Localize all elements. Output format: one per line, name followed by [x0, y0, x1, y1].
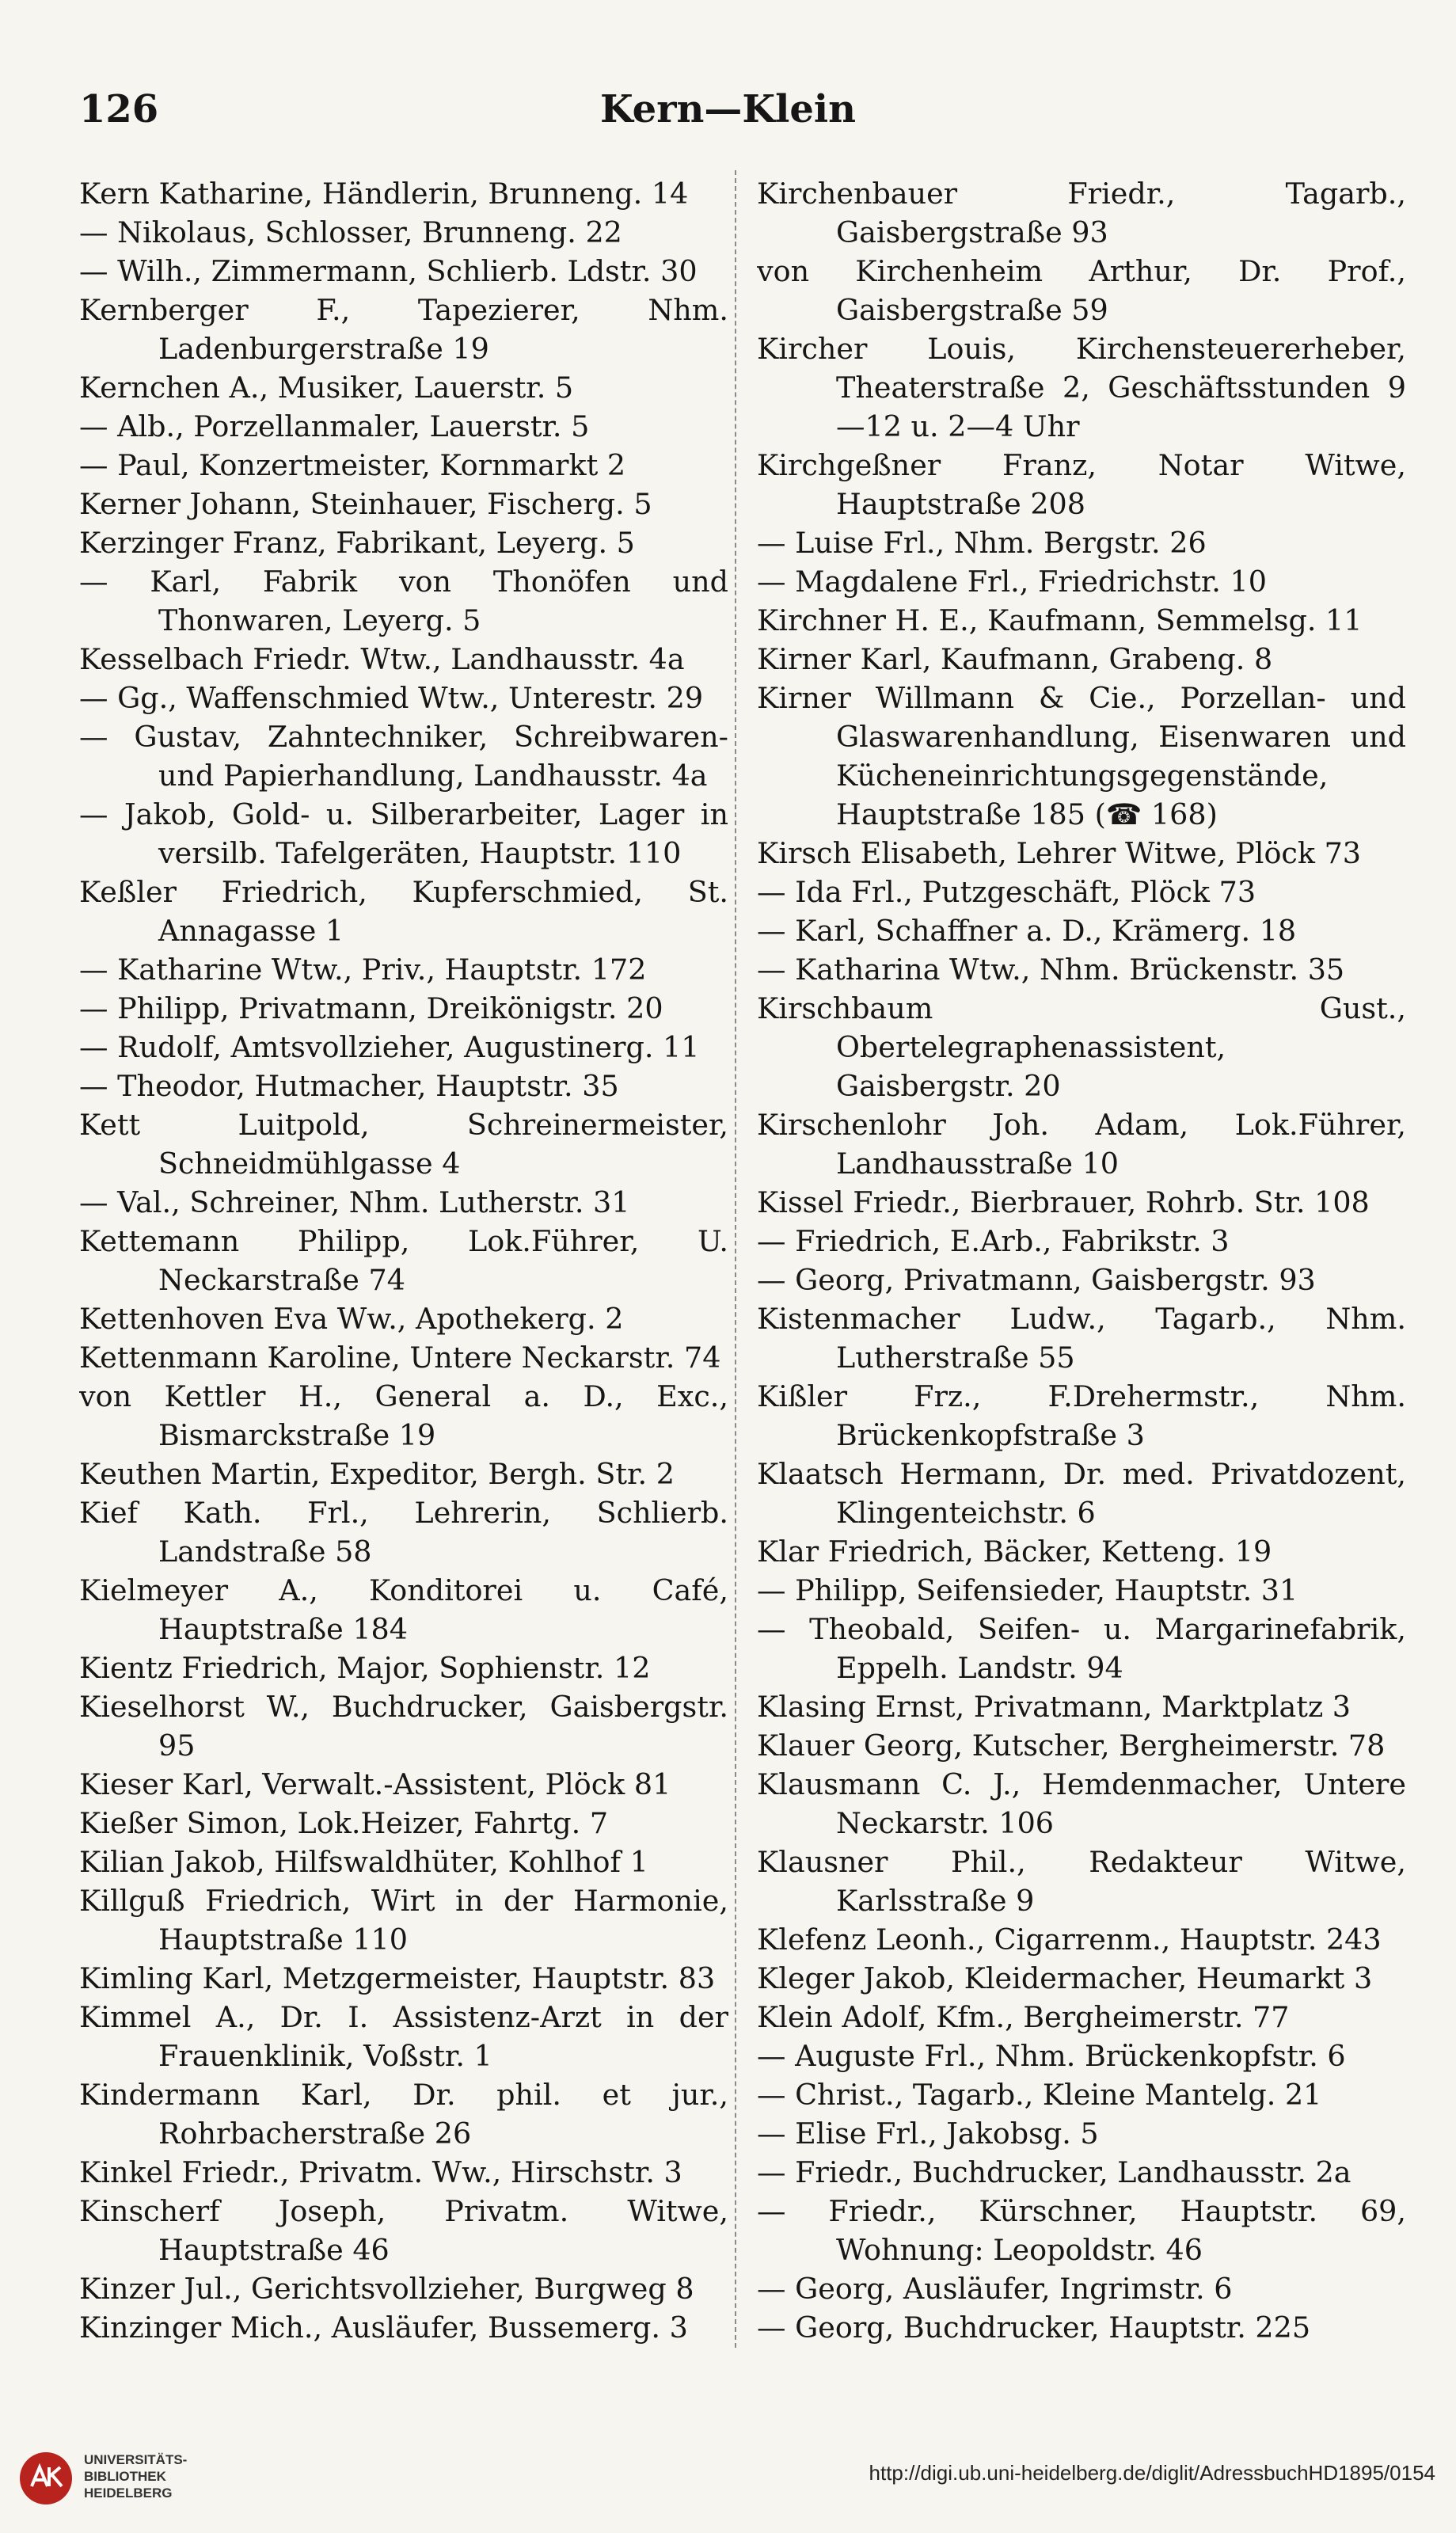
- directory-entry: Kernchen A., Musiker, Lauerstr. 5: [79, 371, 574, 405]
- directory-entry: — Friedr., Kürschner, Hauptstr. 69, Wohnung: Leopoldstr. 46: [757, 2194, 1406, 2267]
- directory-entry: Klausner Phil., Redakteur Witwe, Karlsstraße 9: [757, 1845, 1406, 1918]
- directory-entry: Keuthen Martin, Expeditor, Bergh. Str. 2: [79, 1457, 675, 1491]
- directory-entry: Kerner Johann, Steinhauer, Fischerg. 5: [79, 487, 652, 521]
- directory-entry: Klar Friedrich, Bäcker, Ketteng. 19: [757, 1535, 1272, 1569]
- directory-entry: — Alb., Porzellanmaler, Lauerstr. 5: [79, 409, 590, 443]
- left-column: [79, 174, 728, 2344]
- directory-entry: — Wilh., Zimmermann, Schlierb. Ldstr. 30: [79, 254, 698, 288]
- directory-entry: Kinzinger Mich., Ausläufer, Bussemerg. 3: [79, 2311, 688, 2344]
- column-divider: [735, 170, 736, 2348]
- directory-entry: — Jakob, Gold- u. Silberarbeiter, Lager in versilb. Tafelgeräten, Hauptstr. 110: [79, 797, 728, 870]
- directory-entry: Kilian Jakob, Hilfswaldhüter, Kohlhof 1: [79, 1845, 648, 1879]
- directory-entry: Kißler Frz., F.Drehermstr., Nhm. Brückenkopfstraße 3: [757, 1379, 1406, 1452]
- logo-line: BIBLIOTHEK: [84, 2469, 166, 2484]
- right-column: [757, 174, 1406, 2344]
- logo-line: HEIDELBERG: [84, 2485, 173, 2501]
- directory-entry: — Rudolf, Amtsvollzieher, Augustinerg. 11: [79, 1030, 700, 1064]
- directory-entry: Kirchner H. E., Kaufmann, Semmelsg. 11: [757, 603, 1363, 637]
- directory-entry: Klasing Ernst, Privatmann, Marktplatz 3: [757, 1690, 1351, 1724]
- directory-entry: Kientz Friedrich, Major, Sophienstr. 12: [79, 1651, 651, 1685]
- running-head: Kern—Klein: [599, 87, 856, 131]
- library-logo-text: [84, 2451, 187, 2501]
- directory-entry: — Magdalene Frl., Friedrichstr. 10: [757, 565, 1267, 599]
- directory-entry: — Katharina Wtw., Nhm. Brückenstr. 35: [757, 953, 1345, 987]
- directory-entry: Kinkel Friedr., Privatm. Ww., Hirschstr. 3: [79, 2155, 682, 2189]
- directory-entry: — Paul, Konzertmeister, Kornmarkt 2: [79, 448, 626, 482]
- directory-entry: Kettenmann Karoline, Untere Neckarstr. 74: [79, 1341, 721, 1375]
- directory-entry: — Auguste Frl., Nhm. Brückenkopfstr. 6: [757, 2039, 1346, 2073]
- directory-entry: — Philipp, Privatmann, Dreikönigstr. 20: [79, 991, 663, 1025]
- directory-entry: Kissel Friedr., Bierbrauer, Rohrb. Str. 108: [757, 1185, 1370, 1219]
- directory-entry: Kirsch Elisabeth, Lehrer Witwe, Plöck 73: [757, 836, 1362, 870]
- directory-entry: — Elise Frl., Jakobsg. 5: [757, 2117, 1099, 2151]
- directory-entry: Kerzinger Franz, Fabrikant, Leyerg. 5: [79, 526, 635, 560]
- directory-entry: Kießer Simon, Lok.Heizer, Fahrtg. 7: [79, 1806, 609, 1840]
- directory-entry: Kett Luitpold, Schreinermeister, Schneidmühlgasse 4: [79, 1108, 728, 1181]
- directory-entry: Klausmann C. J., Hemdenmacher, Untere Neckarstr. 106: [757, 1767, 1406, 1840]
- directory-entry: Kirchenbauer Friedr., Tagarb., Gaisbergstraße 93: [757, 177, 1406, 249]
- directory-entry: Kircher Louis, Kirchensteuererheber, Theaterstraße 2, Geschäftsstunden 9—12 u. 2—4 Uhr: [757, 332, 1406, 443]
- page-number: 126: [79, 87, 159, 131]
- directory-entry: Kimling Karl, Metzgermeister, Hauptstr. 83: [79, 1961, 716, 1995]
- directory-entry: — Philipp, Seifensieder, Hauptstr. 31: [757, 1573, 1298, 1607]
- directory-entry: Kieselhorst W., Buchdrucker, Gaisbergstr. 95: [79, 1690, 728, 1763]
- page-footer: [0, 2439, 1456, 2533]
- directory-entry: Klaatsch Hermann, Dr. med. Privatdozent, Klingenteichstr. 6: [757, 1457, 1406, 1530]
- directory-entry: Klein Adolf, Kfm., Bergheimerstr. 77: [757, 2000, 1290, 2034]
- directory-entry: — Georg, Privatmann, Gaisbergstr. 93: [757, 1263, 1316, 1297]
- directory-entry: Klefenz Leonh., Cigarrenm., Hauptstr. 243: [757, 1923, 1382, 1957]
- directory-entry: Kinscherf Joseph, Privatm. Witwe, Hauptstraße 46: [79, 2194, 728, 2267]
- directory-entry: Kern Katharine, Händlerin, Brunneng. 14: [79, 177, 689, 211]
- directory-entry: — Karl, Fabrik von Thonöfen und Thonwaren, Leyerg. 5: [79, 565, 728, 637]
- directory-entry: — Nikolaus, Schlosser, Brunneng. 22: [79, 215, 622, 249]
- directory-entry: Killguß Friedrich, Wirt in der Harmonie, Hauptstraße 110: [79, 1884, 728, 1957]
- directory-entry: Kinzer Jul., Gerichtsvollzieher, Burgweg 8: [79, 2272, 694, 2306]
- directory-entry: Kirchgeßner Franz, Notar Witwe, Hauptstraße 208: [757, 448, 1406, 521]
- directory-entry: von Kirchenheim Arthur, Dr. Prof., Gaisbergstraße 59: [757, 254, 1406, 327]
- directory-entry: Kesselbach Friedr. Wtw., Landhausstr. 4a: [79, 642, 685, 676]
- directory-entry: Kindermann Karl, Dr. phil. et jur., Rohrbacherstraße 26: [79, 2078, 728, 2151]
- directory-entry: von Kettler H., General a. D., Exc., Bismarckstraße 19: [79, 1379, 728, 1452]
- directory-entry: Kirschenlohr Joh. Adam, Lok.Führer, Landhausstraße 10: [757, 1108, 1406, 1181]
- source-url[interactable]: http://digi.ub.uni-heidelberg.de/diglit/AdressbuchHD1895/0154: [869, 2461, 1435, 2485]
- directory-entry: — Georg, Ausläufer, Ingrimstr. 6: [757, 2272, 1233, 2306]
- directory-entry: Kief Kath. Frl., Lehrerin, Schlierb. Landstraße 58: [79, 1496, 728, 1569]
- directory-entry: — Theodor, Hutmacher, Hauptstr. 35: [79, 1069, 619, 1103]
- library-seal-icon: [17, 2450, 74, 2507]
- directory-entry: — Ida Frl., Putzgeschäft, Plöck 73: [757, 875, 1256, 909]
- directory-entry: — Theobald, Seifen- u. Margarinefabrik, Eppelh. Landstr. 94: [757, 1612, 1406, 1685]
- directory-entry: Kirner Willmann & Cie., Porzellan- und Glaswarenhandlung, Eisenwaren und Kücheneinrichtungsgegenstände, Hauptstraße 185 (☎ 168): [757, 681, 1406, 831]
- directory-entry: Kirschbaum Gust., Obertelegraphenassistent, Gaisbergstr. 20: [757, 991, 1406, 1103]
- directory-entry: — Katharine Wtw., Priv., Hauptstr. 172: [79, 953, 647, 987]
- page-header: [79, 79, 1377, 143]
- logo-line: UNIVERSITÄTS-: [84, 2452, 188, 2467]
- directory-entry: Keßler Friedrich, Kupferschmied, St. Annagasse 1: [79, 875, 728, 948]
- directory-entry: — Gg., Waffenschmied Wtw., Unterestr. 29: [79, 681, 704, 715]
- directory-entry: Kistenmacher Ludw., Tagarb., Nhm. Lutherstraße 55: [757, 1302, 1406, 1375]
- directory-entry: Kleger Jakob, Kleidermacher, Heumarkt 3: [757, 1961, 1373, 1995]
- directory-entry: Kieser Karl, Verwalt.-Assistent, Plöck 81: [79, 1767, 671, 1801]
- directory-entry: Kielmeyer A., Konditorei u. Café, Hauptstraße 184: [79, 1573, 728, 1646]
- directory-entry: Klauer Georg, Kutscher, Bergheimerstr. 78: [757, 1729, 1386, 1763]
- directory-entry: — Friedrich, E.Arb., Fabrikstr. 3: [757, 1224, 1230, 1258]
- directory-entry: — Gustav, Zahntechniker, Schreibwaren- und Papierhandlung, Landhausstr. 4a: [79, 720, 728, 793]
- directory-entry: Kernberger F., Tapezierer, Nhm. Ladenburgerstraße 19: [79, 293, 728, 366]
- directory-entry: — Luise Frl., Nhm. Bergstr. 26: [757, 526, 1207, 560]
- directory-entry: — Val., Schreiner, Nhm. Lutherstr. 31: [79, 1185, 630, 1219]
- directory-entry: — Georg, Buchdrucker, Hauptstr. 225: [757, 2311, 1311, 2344]
- directory-entry: Kirner Karl, Kaufmann, Grabeng. 8: [757, 642, 1273, 676]
- directory-entry: — Karl, Schaffner a. D., Krämerg. 18: [757, 914, 1297, 948]
- directory-entry: Kimmel A., Dr. I. Assistenz-Arzt in der Frauenklinik, Voßstr. 1: [79, 2000, 728, 2073]
- directory-entry: Kettemann Philipp, Lok.Führer, U. Neckarstraße 74: [79, 1224, 728, 1297]
- directory-entry: Kettenhoven Eva Ww., Apothekerg. 2: [79, 1302, 624, 1336]
- directory-entry: — Friedr., Buchdrucker, Landhausstr. 2a: [757, 2155, 1351, 2189]
- library-logo[interactable]: [17, 2445, 239, 2508]
- directory-entry: — Christ., Tagarb., Kleine Mantelg. 21: [757, 2078, 1322, 2112]
